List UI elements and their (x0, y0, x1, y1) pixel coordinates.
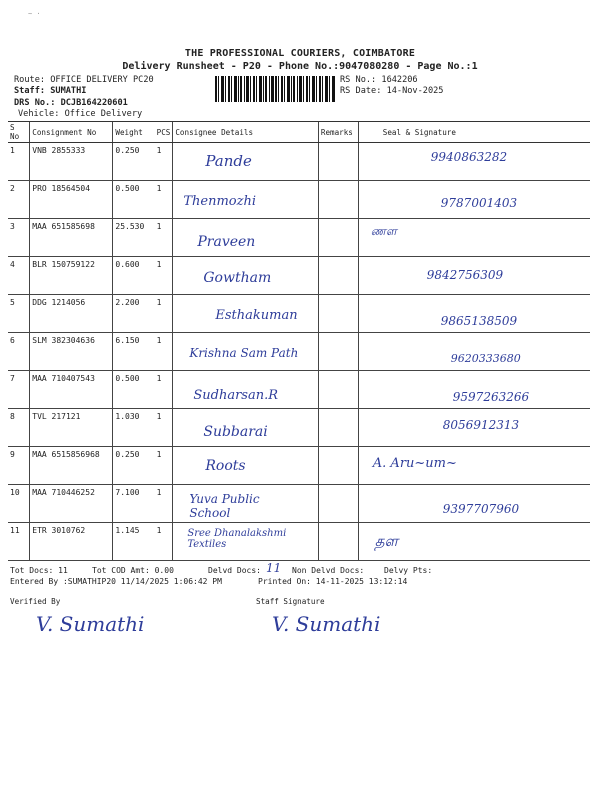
row-consignee-cell (173, 219, 319, 257)
row-remarks (318, 371, 358, 409)
row-consignee-cell (173, 257, 319, 295)
row-consignee-cell (173, 447, 319, 485)
row-remarks (318, 447, 358, 485)
seal-handwriting: 8056912313 (442, 418, 520, 432)
seal-scribble: தள (374, 532, 399, 550)
row-weight: 0.250 (113, 447, 155, 485)
company-title: THE PROFESSIONAL COURIERS, COIMBATORE (184, 48, 416, 59)
col-consignee: Consignee Details (173, 122, 319, 143)
table-row (8, 485, 590, 523)
row-remarks (318, 295, 358, 333)
row-consignee-cell (173, 485, 319, 523)
consignee-handwriting: Sree Dhanalakshmi Textiles (187, 528, 287, 550)
seal-handwriting: 9940863282 (430, 150, 508, 164)
col-seal: Seal & Signature (358, 122, 590, 143)
row-remarks (318, 219, 358, 257)
verified-by-signature: V. Sumathi (36, 612, 145, 636)
row-consignment: MAA 6515856968 (30, 447, 113, 485)
row-seal-cell (358, 143, 590, 181)
row-remarks (318, 333, 358, 371)
row-sno: 6 (8, 333, 30, 371)
staff-label: Staff: SUMATHI (14, 86, 87, 96)
row-pcs: 1 (155, 219, 173, 257)
table-row (8, 143, 590, 181)
runsheet-table (8, 121, 590, 561)
row-consignee-cell (173, 143, 319, 181)
row-pcs: 1 (155, 295, 173, 333)
seal-handwriting: 9865138509 (440, 314, 518, 328)
row-consignment: BLR 150759122 (30, 257, 113, 295)
consignee-handwriting: Pande (205, 152, 252, 170)
runsheet-subtitle: Delivery Runsheet - P20 - Phone No.:9047080280 - Page No.:1 (122, 61, 478, 72)
row-sno: 5 (8, 295, 30, 333)
seal-handwriting: 9620333680 (450, 352, 521, 365)
seal-scribble: A. Aru~um~ (372, 456, 457, 471)
row-pcs: 1 (155, 409, 173, 447)
table-row (8, 257, 590, 295)
delivery-points: Delvy Pts: (384, 566, 433, 575)
row-seal-cell (358, 181, 590, 219)
table-row (8, 371, 590, 409)
seal-handwriting: 9787001403 (440, 196, 518, 210)
table-row (8, 295, 590, 333)
row-consignee-cell (173, 333, 319, 371)
row-remarks (318, 409, 358, 447)
seal-handwriting: 9397707960 (442, 502, 520, 516)
row-sno: 1 (8, 143, 30, 181)
row-consignment: SLM 382304636 (30, 333, 113, 371)
row-consignment: VNB 2855333 (30, 143, 113, 181)
rs-number: RS No.: 1642206 (340, 75, 418, 85)
row-seal-cell (358, 257, 590, 295)
seal-handwriting: 9842756309 (426, 268, 504, 282)
row-consignee-cell (173, 181, 319, 219)
row-pcs: 1 (155, 485, 173, 523)
consignee-handwriting: Subbarai (203, 424, 268, 440)
row-sno: 3 (8, 219, 30, 257)
row-seal-cell (358, 371, 590, 409)
col-sno: S No (8, 122, 30, 143)
row-seal-cell (358, 485, 590, 523)
col-weight: Weight (113, 122, 155, 143)
row-sno: 2 (8, 181, 30, 219)
row-weight: 0.250 (113, 143, 155, 181)
consignee-handwriting: Esthakuman (215, 308, 298, 323)
row-weight: 6.150 (113, 333, 155, 371)
row-pcs: 1 (155, 257, 173, 295)
route-label: Route: OFFICE DELIVERY PC20 (14, 75, 154, 85)
seal-handwriting: 9597263266 (452, 390, 530, 404)
printed-on: Printed On: 14-11-2025 13:12:14 (258, 577, 408, 586)
entered-by: Entered By :SUMATHIP20 11/14/2025 1:06:42 PM (10, 577, 222, 586)
consignee-handwriting: Krishna Sam Path (189, 346, 299, 360)
margin-scribble: ~ · (28, 10, 41, 18)
table-row (8, 333, 590, 371)
non-delivered-docs: Non Delvd Docs: (292, 566, 365, 575)
row-weight: 0.500 (113, 371, 155, 409)
consignee-handwriting: Thenmozhi (183, 194, 257, 209)
row-pcs: 1 (155, 371, 173, 409)
row-consignment: PRO 18564504 (30, 181, 113, 219)
row-remarks (318, 143, 358, 181)
row-consignee-cell (173, 371, 319, 409)
row-seal-cell (358, 333, 590, 371)
row-remarks (318, 257, 358, 295)
row-pcs: 1 (155, 523, 173, 561)
row-consignment: DDG 1214056 (30, 295, 113, 333)
row-consignment: ETR 3010762 (30, 523, 113, 561)
row-remarks (318, 485, 358, 523)
row-seal-cell (358, 523, 590, 561)
delivered-docs-handwritten: 11 (266, 561, 282, 575)
row-weight: 1.145 (113, 523, 155, 561)
table-row (8, 447, 590, 485)
row-sno: 8 (8, 409, 30, 447)
row-consignee-cell (173, 523, 319, 561)
vehicle-label: Vehicle: Office Delivery (18, 109, 143, 119)
delivered-docs-label: Delvd Docs: (208, 566, 261, 575)
row-consignee-cell (173, 409, 319, 447)
table-header-row (8, 122, 590, 143)
consignee-handwriting: Roots (205, 458, 246, 474)
row-weight: 0.600 (113, 257, 155, 295)
row-consignment: MAA 651585698 (30, 219, 113, 257)
seal-scribble: ணள (370, 224, 397, 238)
rs-date: RS Date: 14-Nov-2025 (340, 86, 444, 96)
row-remarks (318, 181, 358, 219)
row-seal-cell (358, 409, 590, 447)
row-pcs: 1 (155, 447, 173, 485)
row-pcs: 1 (155, 181, 173, 219)
row-seal-cell (358, 295, 590, 333)
staff-signature-label: Staff Signature (256, 597, 325, 606)
table-row (8, 409, 590, 447)
consignee-handwriting: Yuva Public School (189, 492, 260, 520)
consignee-handwriting: Gowtham (203, 270, 272, 286)
row-weight: 0.500 (113, 181, 155, 219)
row-seal-cell (358, 219, 590, 257)
row-pcs: 1 (155, 333, 173, 371)
col-pcs: PCS (155, 122, 173, 143)
total-docs: Tot Docs: 11 (10, 566, 68, 575)
table-row (8, 181, 590, 219)
row-sno: 11 (8, 523, 30, 561)
table-row (8, 219, 590, 257)
row-weight: 7.100 (113, 485, 155, 523)
barcode-icon (215, 76, 335, 102)
row-consignment: MAA 710407543 (30, 371, 113, 409)
consignee-handwriting: Sudharsan.R (193, 388, 279, 403)
verified-by-label: Verified By (10, 597, 61, 606)
total-cod: Tot COD Amt: 0.00 (92, 566, 174, 575)
row-pcs: 1 (155, 143, 173, 181)
table-row (8, 523, 590, 561)
row-consignee-cell (173, 295, 319, 333)
row-consignment: MAA 710446252 (30, 485, 113, 523)
staff-signature-handwriting: V. Sumathi (272, 612, 381, 636)
col-consignment: Consignment No (30, 122, 113, 143)
drs-number: DRS No.: DCJB164220601 (14, 98, 128, 108)
row-sno: 7 (8, 371, 30, 409)
row-weight: 2.200 (113, 295, 155, 333)
row-weight: 25.530 (113, 219, 155, 257)
row-consignment: TVL 217121 (30, 409, 113, 447)
col-remarks: Remarks (318, 122, 358, 143)
row-sno: 9 (8, 447, 30, 485)
row-sno: 4 (8, 257, 30, 295)
row-sno: 10 (8, 485, 30, 523)
row-weight: 1.030 (113, 409, 155, 447)
row-remarks (318, 523, 358, 561)
consignee-handwriting: Praveen (197, 234, 256, 250)
row-seal-cell (358, 447, 590, 485)
